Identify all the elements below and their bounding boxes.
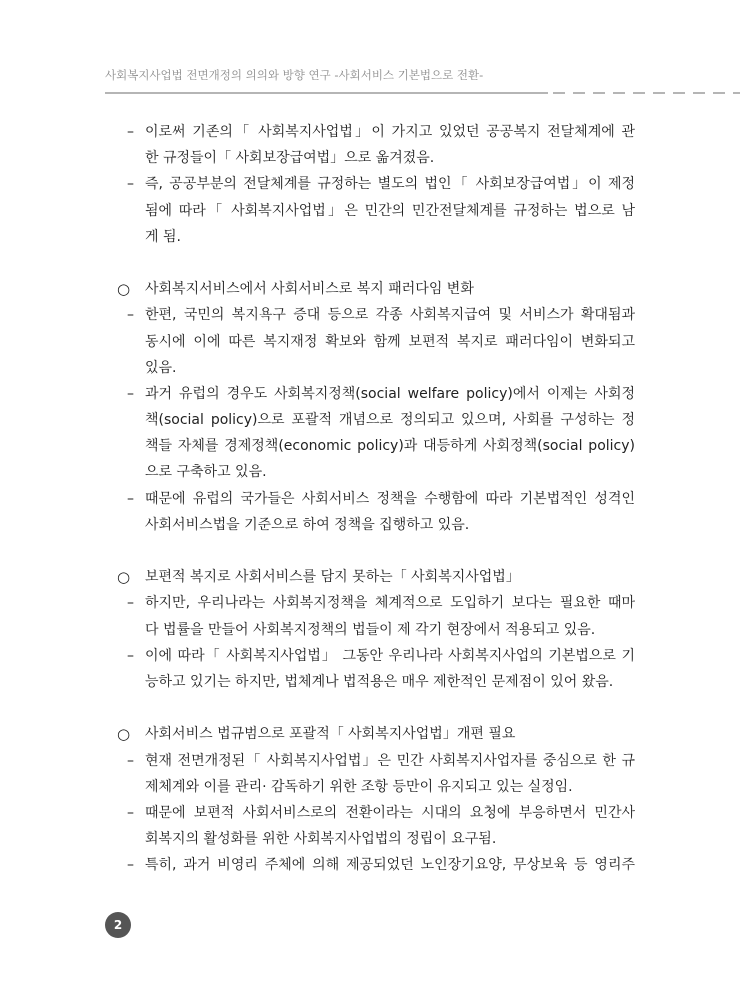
header-dashed-rule bbox=[553, 92, 740, 94]
dash-marker: – bbox=[127, 857, 134, 874]
dash-marker: – bbox=[127, 176, 134, 193]
line-text: 제체계와 이를 관리· 감독하기 위한 조항 등만이 유지되고 있는 실정임. bbox=[145, 778, 573, 795]
line-text: 게 됨. bbox=[145, 228, 181, 245]
list-item-continuation bbox=[127, 459, 635, 485]
list-item-continuation bbox=[127, 224, 635, 250]
dash-marker: – bbox=[127, 804, 134, 821]
line-text: 때문에 유럽의 국가들은 사회서비스 정책을 수행함에 따라 기본법적인 성격인 bbox=[145, 490, 635, 507]
list-item bbox=[127, 119, 635, 145]
dash-marker: – bbox=[127, 647, 134, 664]
circle-bullet-icon: ○ bbox=[117, 725, 131, 744]
page-number: 2 bbox=[105, 912, 131, 938]
list-item-continuation bbox=[127, 407, 635, 433]
paragraph-gap bbox=[127, 538, 635, 564]
list-item bbox=[127, 171, 635, 197]
circle-bullet-icon: ○ bbox=[117, 280, 131, 299]
list-item-continuation bbox=[127, 329, 635, 355]
list-item bbox=[127, 643, 635, 669]
line-text: 이에 따라「 사회복지사업법」 그동안 우리나라 사회복지사업의 기본법으로 기 bbox=[145, 647, 635, 664]
line-text: 과거 유럽의 경우도 사회복지정책(social welfare policy)에서 이제는 사회정 bbox=[145, 385, 635, 402]
line-text: 이로써 기존의「 사회복지사업법」이 가지고 있었던 공공복지 전달체계에 관 bbox=[145, 124, 635, 140]
section-heading bbox=[117, 721, 635, 747]
running-header-title: 사회복지사업법 전면개정의 의의와 방향 연구 -사회서비스 기본법으로 전환- bbox=[105, 68, 484, 82]
line-text: 책들 자체를 경제정책(economic policy)과 대등하게 사회정책(social policy) bbox=[145, 438, 635, 455]
line-text: 능하고 있기는 하지만, 법체계나 법적용은 매우 제한적인 문제점이 있어 왔음. bbox=[145, 673, 614, 690]
document-body bbox=[117, 119, 635, 878]
list-item-continuation bbox=[127, 355, 635, 381]
dash-marker: – bbox=[127, 307, 134, 324]
line-text: 책(social policy)으로 포괄적 개념으로 정의되고 있으며, 사회를 구성하는 정 bbox=[145, 412, 635, 429]
dash-marker: – bbox=[127, 752, 134, 769]
line-text: 특히, 과거 비영리 주체에 의해 제공되었던 노인장기요양, 무상보육 등 영리주 bbox=[145, 857, 635, 874]
list-item-continuation bbox=[127, 669, 635, 695]
heading-text: 사회서비스 법규범으로 포괄적「 사회복지사업법」개편 필요 bbox=[145, 726, 516, 743]
heading-text: 사회복지서비스에서 사회서비스로 복지 패러다임 변화 bbox=[145, 281, 474, 298]
list-item bbox=[127, 800, 635, 826]
paragraph-gap bbox=[127, 695, 635, 721]
list-item bbox=[127, 748, 635, 774]
section-heading bbox=[117, 564, 635, 590]
line-text: 한편, 국민의 복지욕구 증대 등으로 각종 사회복지급여 및 서비스가 확대됨과 bbox=[145, 307, 635, 324]
line-text: 하지만, 우리나라는 사회복지정책을 체계적으로 도입하기 보다는 필요한 때마 bbox=[145, 595, 635, 612]
paragraph-gap bbox=[127, 250, 635, 276]
line-text: 회복지의 활성화를 위한 사회복지사업법의 정립이 요구됨. bbox=[145, 831, 497, 848]
dash-marker: – bbox=[127, 124, 134, 140]
list-item-continuation bbox=[127, 774, 635, 800]
list-item-continuation bbox=[127, 512, 635, 538]
list-item bbox=[127, 486, 635, 512]
line-text: 사회서비스법을 기준으로 하여 정책을 집행하고 있음. bbox=[145, 516, 470, 533]
line-text: 현재 전면개정된「 사회복지사업법」은 민간 사회복지사업자를 중심으로 한 규 bbox=[145, 752, 635, 769]
line-text: 으로 구축하고 있음. bbox=[145, 464, 267, 481]
dash-marker: – bbox=[127, 490, 134, 507]
list-item bbox=[127, 302, 635, 328]
line-text: 다 법률을 만들어 사회복지정책의 법들이 제 각기 현장에서 적용되고 있음. bbox=[145, 621, 596, 638]
list-item-continuation bbox=[127, 826, 635, 852]
list-item bbox=[127, 381, 635, 407]
line-text: 한 규정들이「 사회보장급여법」으로 옮겨졌음. bbox=[145, 150, 435, 167]
section-heading bbox=[117, 276, 635, 302]
heading-text: 보편적 복지로 사회서비스를 담지 못하는「 사회복지사업법」 bbox=[145, 569, 520, 586]
list-item-continuation bbox=[127, 145, 635, 171]
header-rule bbox=[105, 92, 548, 94]
list-item-continuation bbox=[127, 433, 635, 459]
dash-marker: – bbox=[127, 385, 134, 402]
circle-bullet-icon: ○ bbox=[117, 568, 131, 587]
list-item-continuation bbox=[127, 617, 635, 643]
line-text: 때문에 보편적 사회서비스로의 전환이라는 시대의 요청에 부응하면서 민간사 bbox=[145, 804, 635, 821]
list-item bbox=[127, 852, 635, 878]
dash-marker: – bbox=[127, 595, 134, 612]
line-text: 있음. bbox=[145, 359, 177, 376]
line-text: 됨에 따라「 사회복지사업법」은 민간의 민간전달체계를 규정하는 법으로 남 bbox=[145, 202, 635, 219]
list-item-continuation bbox=[127, 198, 635, 224]
line-text: 즉, 공공부분의 전달체계를 규정하는 별도의 법인「 사회보장급여법」이 제정 bbox=[145, 176, 635, 193]
line-text: 동시에 이에 따른 복지재정 확보와 함께 보편적 복지로 패러다임이 변화되고 bbox=[145, 333, 635, 350]
list-item bbox=[127, 590, 635, 616]
